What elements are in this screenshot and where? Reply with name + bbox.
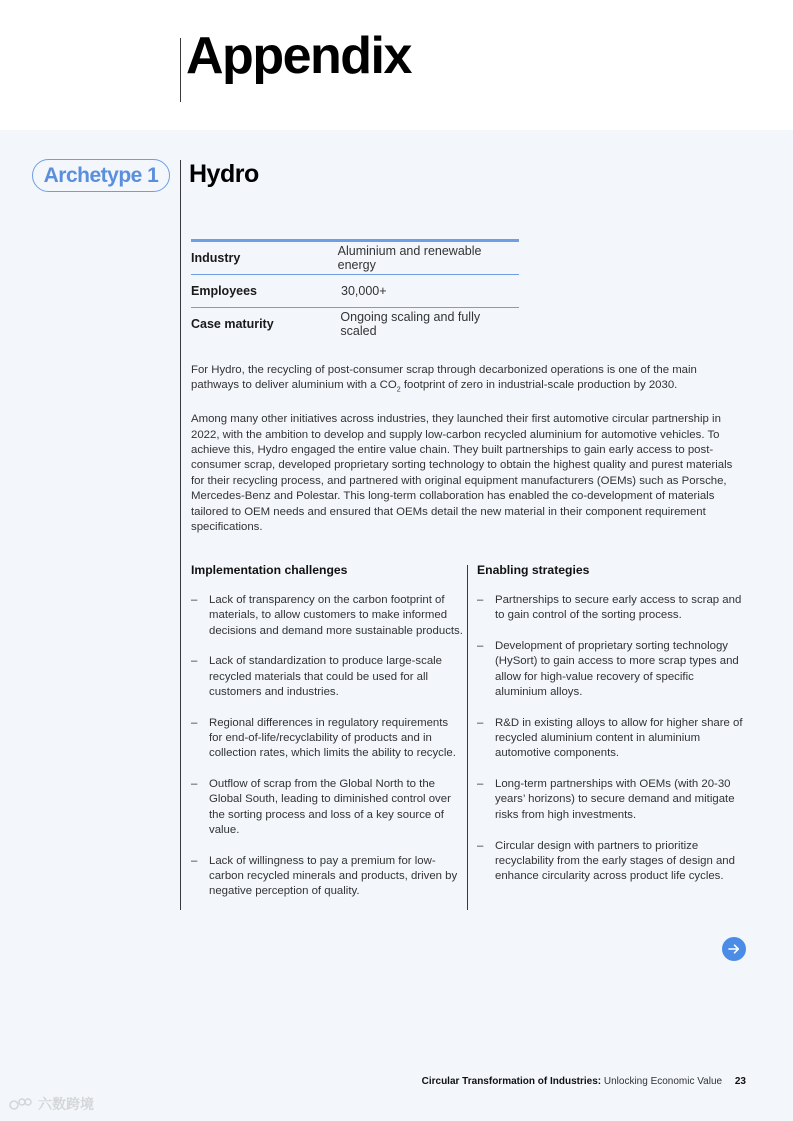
challenges-heading: Implementation challenges [191, 563, 348, 577]
fact-value: Aluminium and renewable energy [337, 244, 482, 272]
fact-value: Ongoing scaling and fully scaled [340, 310, 481, 338]
fact-row-employees [191, 275, 519, 308]
list-item: – Lack of transparency on the carbon footprint of materials, to allow customers to make informed decisions and demand more sustainable products. [191, 594, 463, 637]
list-item: – R&D in existing alloys to allow for higher share of recycled aluminium content in aluminium automotive components. [477, 716, 743, 760]
list-item: – Outflow of scrap from the Global North to the Global South, leading to diminished control over the sorting process and loss of a key source of value. [191, 778, 451, 837]
strategies-column [477, 562, 747, 900]
list-item: – Circular design with partners to prioritize recyclability from the early stages of design and enhance circularity across product life cycles. [477, 839, 735, 883]
list-item: – Long-term partnerships with OEMs (with 20-30 years’ horizons) to secure demand and mitigate risks from high investments. [477, 778, 735, 821]
fact-row-case-maturity [191, 308, 519, 340]
intro-paragraph-2: Among many other initiatives across industries, they launched their first automotive circular partnership in 2022, with the ambition to develop and supply low-carbon recycled aluminium for automotive vehicles. To achieve this, Hydro engaged the entire value chain. They built partnerships to gain early access to post-consumer scrap, developed proprietary sorting technology to obtain the highest quality and purest materials for their recycling process, and partnered with original equipment manufacturers (OEMs) such as Porsche, Mercedes-Benz and Polestar. This long-term collaboration has enabled the co-development of materials tailored to OEM needs and ensured that OEMs detail the new material in their component requirement specifications. [191, 413, 733, 533]
column-divider [467, 565, 468, 910]
content-divider [180, 160, 181, 910]
strategies-heading: Enabling strategies [477, 563, 590, 577]
report-title: Circular Transformation of Industries: [421, 1076, 602, 1087]
archetype-badge: Archetype 1 [32, 159, 170, 192]
list-item: – Development of proprietary sorting technology (HySort) to gain access to more scrap types and allow for high-value recovery of specific aluminium alloys. [477, 640, 739, 698]
fact-row-industry [191, 242, 519, 275]
title-divider [180, 38, 181, 102]
page-title: Appendix [186, 27, 411, 85]
arrow-right-icon [727, 942, 741, 956]
list-item: – Regional differences in regulatory requirements for end-of-life/recyclability of products and in collection rates, which limits the ability to recycle. [191, 716, 456, 760]
page-number: 23 [734, 1076, 746, 1087]
company-name: Hydro [189, 160, 259, 188]
watermark [8, 1094, 94, 1114]
next-page-button[interactable] [722, 937, 746, 961]
watermark-text: 六数跨境 [38, 1096, 94, 1112]
list-item: – Lack of standardization to produce large-scale recycled materials that could be used for all customers and industries. [191, 655, 443, 698]
report-subtitle: Unlocking Economic Value [603, 1076, 723, 1087]
fact-label: Industry [191, 251, 241, 265]
challenges-column [191, 562, 463, 915]
intro-paragraph-1: For Hydro, the recycling of post-consumer scrap through decarbonized operations is one of the main pathways to deliver aluminium with a $CO_2$ footprint of zero in industrial-scale production by 2030. [191, 364, 697, 394]
challenges-list [191, 593, 463, 900]
watermark-logo-icon [8, 1096, 34, 1112]
facts-table [191, 239, 519, 340]
fact-label: Employees [191, 284, 258, 298]
page-footer [422, 1076, 746, 1087]
list-item: – Partnerships to secure early access to scrap and to gain control of the sorting process. [477, 594, 742, 622]
strategies-list [477, 593, 747, 884]
fact-value: 30,000+ [341, 284, 387, 298]
intro-text [191, 363, 736, 549]
fact-label: Case maturity [191, 317, 274, 331]
list-item: – Lack of willingness to pay a premium for low-carbon recycled minerals and products, driven by negative perception of quality. [191, 854, 458, 898]
